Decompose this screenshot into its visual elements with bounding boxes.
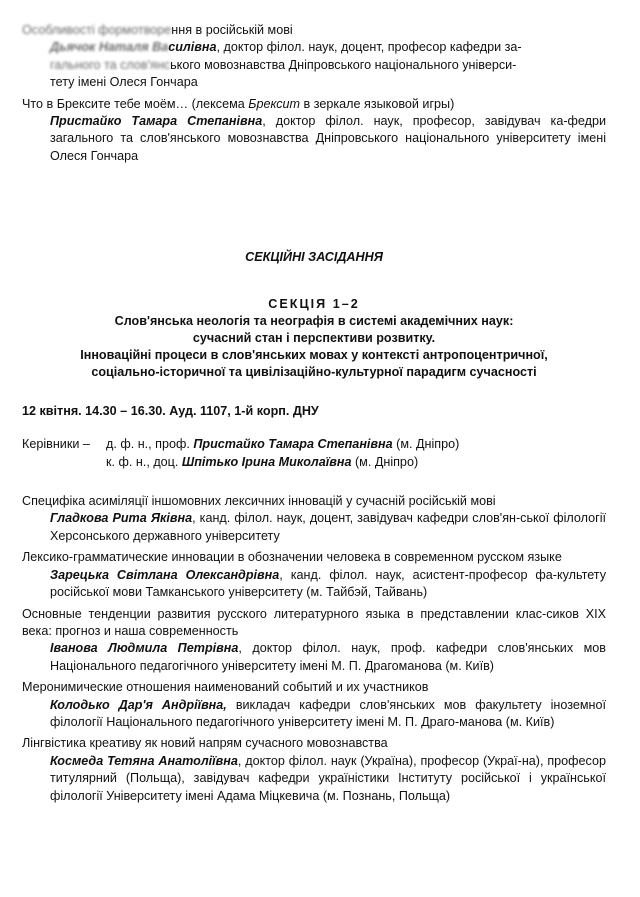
report-topic: Особливості формотворення в російській мові [22, 23, 293, 37]
report-author [22, 697, 606, 732]
author-name: Гладкова Рита Яківна [50, 511, 193, 526]
section-title: Слов'янська неологія та неографія в системі академічних наук: сучасний стан і перспективи розвитку. Інноваційні процеси в слов'янських мовах у контексті антропоцентричної, соціально-історичної та цивілізаційно-культурної парадигм сучасності [80, 314, 548, 380]
author-name: Космеда Тетяна Анатоліївна [50, 753, 238, 768]
author-affiliation: , канд. філол. наук, доцент, завідувач кафедри слов'ян-ської філології Херсонського державного університету [50, 511, 606, 543]
report-author [22, 510, 606, 545]
leader-name: Шпітько Ірина Миколаївна [181, 454, 352, 469]
author-name: Зарецька Світлана Олександрівна [50, 567, 280, 582]
report-entry [22, 735, 606, 805]
author-name: Іванова Людмила Петрівна [50, 641, 239, 656]
report-author [22, 567, 606, 602]
report-entry [22, 22, 606, 92]
sections-heading: СЕКЦІЙНІ ЗАСІДАННЯ [245, 250, 383, 265]
report-topic: Основные тенденции развития русского литературного языка в представлении клас-сиков XIX века: прогноз и наша современность [22, 606, 606, 638]
leader-entry: д. ф. н., проф. Пристайко Тамара Степанівна (м. Дніпро) [106, 437, 460, 452]
leader-name: Пристайко Тамара Степанівна [193, 437, 393, 452]
author-affiliation: , канд. філол. наук, асистент-професор фа-культету російської мови Тамканського університету (м. Тайбэй, Тайвань) [50, 567, 607, 600]
blurred-text: Особливості формотворе [22, 23, 172, 37]
report-entry [22, 493, 606, 545]
author-affiliation: , доктор філол. наук, професор, завідувач ка-федри загального та слов'янського мовознавства Дніпровського національного університету імені Олеся Гончара [50, 114, 607, 163]
leaders-label: Керівники – [22, 437, 90, 452]
report-list [22, 493, 606, 805]
leader-entry: к. ф. н., доц. Шпітько Ірина Миколаївна (м. Дніпро) [106, 454, 419, 469]
report-topic: Меронимические отношения наименований событий и их участников [22, 680, 429, 695]
author-name: Колодько Дар'я Андріївна, [50, 697, 227, 712]
blurred-text: гального та слов'янс [50, 57, 171, 72]
author-affiliation: викладач кафедри слов'янських мов факультету іноземної філології Національного педагогічного університету імені М. П. Драго-манова (м. Київ) [50, 697, 607, 729]
report-entry [22, 679, 606, 731]
section-number: СЕКЦІЯ 1–2 [268, 297, 360, 312]
author-affiliation: , доктор філол. наук, проф. кафедри слов'янських мов Національного педагогічного університету імені М. П. Драгоманова (м. Київ) [50, 641, 606, 673]
vertical-gap [22, 169, 606, 249]
report-author [22, 113, 606, 165]
report-entry [22, 549, 606, 601]
author-affiliation: , доктор філол. наук (Україна), професор (Украї-на), професор титулярний (Польща), завідувач кафедри україністики Інституту російської і української філології Університету імені Адама Міцкевича (м. Познань, Польща) [50, 753, 606, 803]
author-affiliation: , доктор філол. наук, доцент, професор кафедри за- [216, 40, 522, 55]
report-author [22, 753, 606, 805]
author-name: Пристайко Тамара Степанівна [50, 114, 263, 129]
report-author: Дьячок Наталя Василівна, доктор філол. наук, доцент, професор кафедри за- гального та слов'янського мовознавства Дніпровського національного універси- тету імені Олеся Гончара [50, 40, 522, 90]
report-topic: Лексико-грамматические инновации в обозначении человека в современном русском языке [22, 550, 562, 565]
blurred-text: Дьячок Наталя Ва [50, 40, 169, 55]
session-time: 12 квітня. 14.30 – 16.30. Ауд. 1107, 1-й корп. ДНУ [22, 404, 319, 419]
report-topic: Специфіка асиміляції іншомовних лексичних інновацій у сучасній російській мові [22, 494, 496, 509]
report-entry [22, 606, 606, 676]
report-topic: Что в Брексите тебе моём… (лексема Брексит в зеркале языковой игры) [22, 96, 455, 111]
report-topic: Лінгвістика креативу як новий напрям сучасного мовознавства [22, 736, 388, 751]
report-author [22, 640, 606, 675]
section-leaders [22, 436, 606, 471]
report-entry [22, 96, 606, 166]
document-page [22, 22, 606, 809]
author-name: Дьячок Наталя Василівна [50, 40, 217, 55]
